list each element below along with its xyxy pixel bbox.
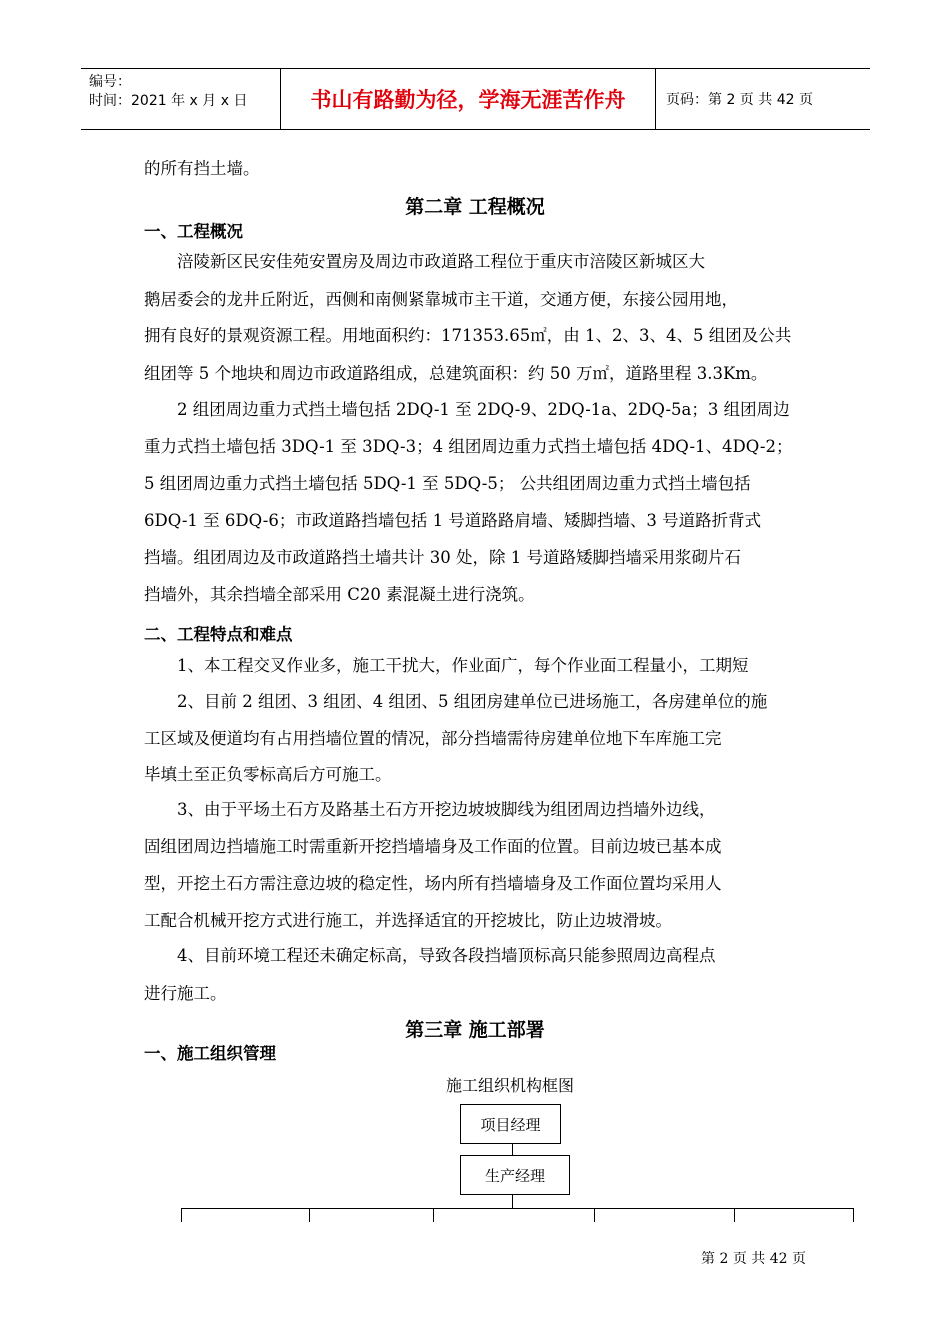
production-manager-box: 生产经理 [460,1155,570,1195]
branch-drop [433,1208,434,1222]
continued-line: 的所有挡土墙。 [144,159,260,178]
point3-line: 3、由于平场土石方及路基土石方开挖边坡坡脚线为组团周边挡墙外边线， [177,800,716,819]
para2-line: 5 组团周边重力式挡土墙包括 5DQ-1 至 5DQ-5； 公共组团周边重力式挡土墙包括 [144,474,751,493]
point2-line: 工区域及便道均有占用挡墙位置的情况，部分挡墙需待房建单位地下车库施工完 [144,729,722,748]
para2-line: 挡墙。组团周边及市政道路挡土墙共计 30 处，除 1 号道路矮脚挡墙采用浆砌片石 [144,548,741,567]
point3-line: 工配合机械开挖方式进行施工，并选择适宜的开挖坡比，防止边坡滑坡。 [144,911,672,930]
header-date: 时间：2021 年 x 月 x 日 [89,93,248,109]
connector-line [512,1143,513,1155]
connector-line [512,1194,513,1208]
branch-drop [181,1208,182,1222]
page-footer: 第 2 页 共 42 页 [701,1251,806,1267]
para1-line: 拥有良好的景观资源工程。用地面积约：171353.65㎡，由 1、2、3、4、5 组团及公共 [144,326,792,345]
section-organization-title: 一、施工组织管理 [144,1044,276,1063]
point1-line: 1、本工程交叉作业多，施工干扰大，作业面广，每个作业面工程量小，工期短 [177,656,749,675]
org-chart-title: 施工组织机构框图 [445,1076,574,1095]
para2-line: 挡墙外，其余挡墙全部采用 C20 素混凝土进行浇筑。 [144,585,535,604]
branch-line [181,1208,853,1209]
branch-drop [594,1208,595,1222]
chapter-2-title: 第二章 工程概况 [405,196,545,218]
branch-drop [309,1208,310,1222]
point3-line: 型，开挖土石方需注意边坡的稳定性，场内所有挡墙墙身及工作面位置均采用人 [144,874,722,893]
para1-line: 组团等 5 个地块和周边市政道路组成，总建筑面积：约 50 万㎡，道路里程 3.3Km。 [144,364,768,383]
point2-line: 毕填土至正负零标高后方可施工。 [144,765,392,784]
point4-line: 进行施工。 [144,984,227,1003]
point2-line: 2、目前 2 组团、3 组团、4 组团、5 组团房建单位已进场施工，各房建单位的施 [177,692,768,711]
branch-drop [734,1208,735,1222]
para2-line: 2 组团周边重力式挡土墙包括 2DQ-1 至 2DQ-9、2DQ-1a、2DQ-5a；3 组团周边 [177,400,790,419]
para2-line: 重力式挡土墙包括 3DQ-1 至 3DQ-3；4 组团周边重力式挡土墙包括 4DQ-1、4DQ-2； [144,437,793,456]
page-header [81,68,870,130]
point3-line: 固组团周边挡墙施工时需重新开挖挡墙墙身及工作面的位置。目前边坡已基本成 [144,837,722,856]
project-manager-box: 项目经理 [460,1104,561,1144]
para2-line: 6DQ-1 至 6DQ-6；市政道路挡墙包括 1 号道路路肩墙、矮脚挡墙、3 号道路折背式 [144,511,762,530]
header-motto: 书山有路勤为径，学海无涯苦作舟 [281,69,656,129]
section-overview-title: 一、工程概况 [144,222,243,241]
branch-drop [853,1208,854,1222]
point4-line: 4、目前环境工程还未确定标高，导致各段挡墙顶标高只能参照周边高程点 [177,946,716,965]
para1-line: 鹅居委会的龙井丘附近，西侧和南侧紧靠城市主干道，交通方便，东接公园用地， [144,290,738,309]
para1-line: 涪陵新区民安佳苑安置房及周边市政道路工程位于重庆市涪陵区新城区大 [177,252,705,271]
header-meta [81,69,281,129]
section-features-title: 二、工程特点和难点 [144,625,293,644]
header-page-info: 页码：第 2 页 共 42 页 [666,92,813,108]
header-number-label: 编号： [89,74,131,90]
chapter-3-title: 第三章 施工部署 [405,1019,545,1041]
